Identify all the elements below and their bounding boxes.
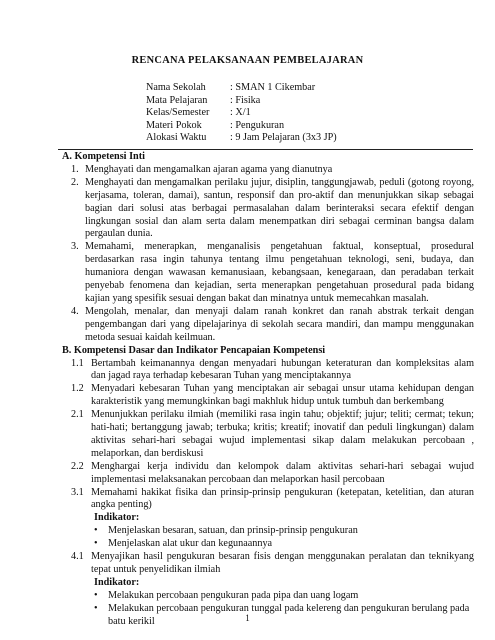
bullet-icon: •: [94, 589, 98, 601]
list-item: [71, 306, 474, 345]
identity-label: Mata Pelajaran: [146, 94, 208, 106]
list-number: 4.1: [71, 551, 84, 563]
list-text: Memahami, menerapkan, menganalisis pengetahuan faktual, konseptual, prosedural berdasarkan rasa ingin tahunya tentang ilmu pengetahuan teknologi, seni, budaya, dan humaniora dengan wawasan kemanusiaan, kebangsaan, kenegaraan, dan peradaban terkait penyebab fenomena dan kejadian, serta menerapkan pengetahuan prosedural pada bidang kajian yang spesifik sesuai dengan bakat dan minatnya untuk memecahkan masalah.: [85, 241, 474, 304]
identity-row-class: [146, 107, 337, 120]
identity-value: : X/1: [230, 107, 251, 119]
list-text: Bertambah keimanannya dengan menyadari hubungan keteraturan dan kompleksitas alam dan jagad raya terhadap kebesaran Tuhan yang menciptakannya: [91, 357, 474, 382]
identity-value: : 9 Jam Pelajaran (3x3 JP): [230, 132, 337, 144]
list-number: 2.: [71, 176, 79, 188]
list-item: [71, 487, 474, 513]
list-number: 2.1: [71, 409, 84, 421]
list-item: [71, 409, 474, 461]
indicator-label: Indikator:: [94, 512, 140, 524]
indicator-label: Indikator:: [94, 576, 140, 588]
identity-value: : Pengukuran: [230, 119, 285, 131]
list-item: [71, 177, 474, 242]
identity-label: Alokasi Waktu: [146, 132, 207, 144]
list-number: 1.2: [71, 383, 84, 395]
list-text: Mengolah, menalar, dan menyaji dalam ranah konkret dan ranah abstrak terkait dengan pengembangan dari yang dipelajarinya di sekolah secara mandiri, dan mampu menggunakan metoda sesuai kaidah keilmuan.: [85, 305, 474, 343]
identity-value: : Fisika: [230, 94, 261, 106]
list-item: [71, 461, 474, 487]
list-text: Menyadari kebesaran Tuhan yang menciptakan air sebagai unsur utama kehidupan dengan karakteristik yang memungkinkan bagi makhluk hidup untuk tumbuh dan berkembang: [91, 383, 474, 408]
list-text: Memahami hakikat fisika dan prinsip-prinsip pengukuran (ketepatan, ketelitian, dan aturan angka penting): [91, 486, 474, 511]
bullet-item: [94, 525, 474, 538]
section-b-heading: B. Kompetensi Dasar dan Indikator Pencapaian Kompetensi: [62, 344, 326, 356]
list-item: [71, 383, 474, 409]
list-item: [71, 241, 474, 306]
list-number: 1.: [71, 163, 79, 175]
bullet-text: Menjelaskan besaran, satuan, dan prinsip-prinsip pengukuran: [108, 525, 358, 537]
identity-row-topic: [146, 120, 337, 133]
bullet-text: Menjelaskan alat ukur dan kegunaannya: [108, 538, 273, 550]
list-number: 3.: [71, 241, 79, 253]
bullet-item: [94, 538, 474, 551]
horizontal-divider: [58, 149, 473, 150]
bullet-item: [94, 590, 474, 603]
identity-row-subject: [146, 95, 337, 108]
bullet-icon: •: [94, 602, 98, 614]
identity-label: Materi Pokok: [146, 119, 202, 131]
list-text: Menghayati dan mengamalkan ajaran agama yang dianutnya: [85, 163, 333, 175]
bullet-text: Melakukan percobaan pengukuran pada pipa dan uang logam: [108, 589, 359, 601]
list-text: Menghayati dan mengamalkan perilaku jujur, disiplin, tanggungjawab, peduli (gotong royong, kerjasama, toleran, damai), santun, responsif dan pro-aktif dan menunjukkan sikap sebagai bagian dari solusi atas berbagai permasalahan dalam berinteraksi secara efektif dengan lingkungan sosial dan alam serta dalam menempatkan diri sebagai cerminan bangsa dalam pergaulan dunia.: [85, 176, 474, 240]
identity-label: Kelas/Semester: [146, 107, 210, 119]
bullet-icon: •: [94, 525, 98, 537]
document-title: RENCANA PELAKSANAAN PEMBELAJARAN: [131, 55, 364, 66]
identity-row-school: [146, 82, 337, 95]
section-a-heading: A. Kompetensi Inti: [62, 151, 145, 162]
list-text: Menunjukkan perilaku ilmiah (memiliki rasa ingin tahu; objektif; jujur; teliti; cermat; tekun; hati-hati; bertanggung jawab; terbuka; kritis; kreatif; inovatif dan peduli lingkungan) dalam aktivitas sehari-hari sebagai wujud implementasi sikap dalam melakukan percobaan , melaporkan, dan berdiskusi: [91, 409, 474, 459]
document-body: [62, 151, 474, 629]
identity-value: : SMAN 1 Cikembar: [230, 82, 316, 93]
identity-label: Nama Sekolah: [146, 82, 206, 93]
list-number: 1.1: [71, 357, 84, 369]
bullet-icon: •: [94, 538, 98, 550]
identity-row-time: [146, 132, 337, 145]
list-text: Menyajikan hasil pengukuran besaran fisis dengan menggunakan peralatan dan teknikyang tepat untuk penyelidikan ilmiah: [91, 551, 474, 575]
list-number: 3.1: [71, 486, 84, 498]
list-text: Menghargai kerja individu dan kelompok dalam aktivitas sehari-hari sebagai wujud implementasi melaksanakan percobaan dan melaporkan hasil percobaan: [91, 460, 474, 485]
list-number: 2.2: [71, 460, 84, 472]
list-item: [71, 551, 474, 577]
identity-block: [146, 82, 337, 145]
page-number: 1: [245, 613, 250, 623]
list-number: 4.: [71, 305, 79, 317]
list-item: [71, 358, 474, 384]
list-item: [71, 164, 474, 177]
bullet-text: Melakukan percobaan pengukuran tunggal pada kelereng dan pengukuran berulang pada batu kerikil: [108, 602, 470, 627]
